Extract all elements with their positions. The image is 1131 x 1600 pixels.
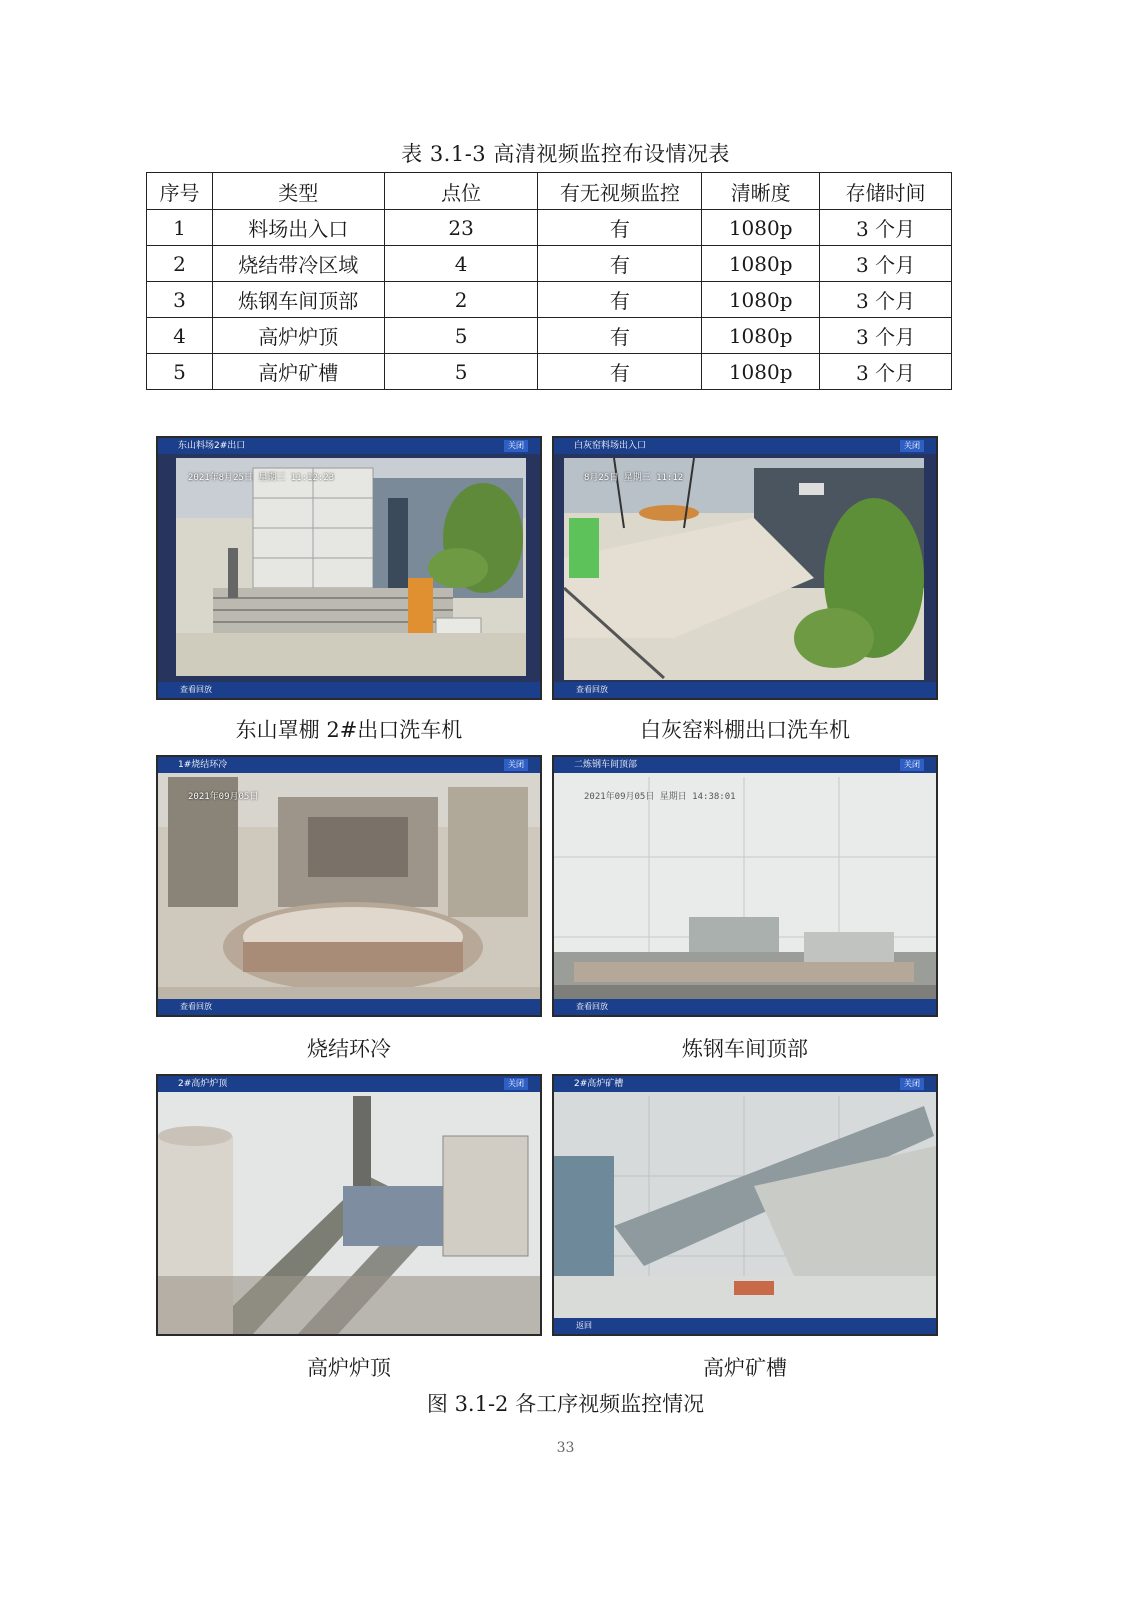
cell-has-monitoring: 有: [538, 246, 702, 282]
header-storage-time: 存储时间: [820, 173, 952, 210]
cell-storage-time: 3 个月: [820, 354, 952, 390]
cell-storage-time: 3 个月: [820, 246, 952, 282]
scene-blast-furnace-ore-bin: [554, 1076, 936, 1334]
camera-title-bar: 白灰窑料场出入口: [554, 438, 936, 454]
cell-storage-time: 3 个月: [820, 282, 952, 318]
surveillance-photo-blast-furnace-ore-bin: [552, 1074, 938, 1336]
header-type: 类型: [212, 173, 384, 210]
cell-type: 料场出入口: [212, 210, 384, 246]
camera-title-bar: 1#烧结环冷: [158, 757, 540, 773]
cell-index: 2: [147, 246, 213, 282]
playback-button[interactable]: 查看回放: [158, 682, 540, 698]
cell-type: 炼钢车间顶部: [212, 282, 384, 318]
cell-has-monitoring: 有: [538, 210, 702, 246]
cell-points: 4: [384, 246, 538, 282]
figure-title: 图 3.1-2 各工序视频监控情况: [426, 1392, 705, 1416]
camera-title-bar: 东山料场2#出口: [158, 438, 540, 454]
back-button[interactable]: 返回: [554, 1318, 936, 1334]
header-resolution: 清晰度: [702, 173, 820, 210]
table-title: 表 3.1-3 高清视频监控布设情况表: [401, 142, 730, 166]
page-number: 33: [556, 1440, 575, 1456]
cell-points: 2: [384, 282, 538, 318]
camera-title-bar: 2#高炉炉顶: [158, 1076, 540, 1092]
cell-type: 烧结带冷区域: [212, 246, 384, 282]
photo-caption: 炼钢车间顶部: [682, 1037, 808, 1061]
header-has-monitoring: 有无视频监控: [538, 173, 702, 210]
playback-button[interactable]: 查看回放: [554, 682, 936, 698]
cell-index: 3: [147, 282, 213, 318]
surveillance-photo-steelmaking-roof: [552, 755, 938, 1017]
timestamp-overlay: 2021年09月05日 星期日 14:38:01: [584, 792, 736, 802]
table-row: [147, 354, 952, 390]
photo-caption: 烧结环冷: [307, 1037, 391, 1061]
cell-resolution: 1080p: [702, 246, 820, 282]
close-button[interactable]: 关闭: [900, 440, 924, 452]
cell-points: 5: [384, 354, 538, 390]
monitoring-table: [146, 172, 952, 390]
close-button[interactable]: 关闭: [900, 1078, 924, 1090]
surveillance-photo-dongshan-washer: [156, 436, 542, 700]
cell-has-monitoring: 有: [538, 354, 702, 390]
table-row: [147, 282, 952, 318]
playback-button[interactable]: 查看回放: [554, 999, 936, 1015]
timestamp-overlay: 2021年09月05日: [188, 792, 259, 802]
timestamp-overlay: 8月25日 星期三 11:12: [584, 473, 684, 483]
close-button[interactable]: 关闭: [504, 440, 528, 452]
header-points: 点位: [384, 173, 538, 210]
cell-resolution: 1080p: [702, 318, 820, 354]
cell-resolution: 1080p: [702, 210, 820, 246]
camera-title-bar: 二炼钢车间顶部: [554, 757, 936, 773]
photo-caption: 高炉炉顶: [307, 1356, 391, 1380]
cell-type: 高炉炉顶: [212, 318, 384, 354]
photo-caption: 白灰窑料棚出口洗车机: [640, 718, 850, 742]
cell-index: 1: [147, 210, 213, 246]
surveillance-photo-lime-kiln-washer: [552, 436, 938, 700]
table-header-row: [147, 173, 952, 210]
table-row: [147, 318, 952, 354]
header-index: 序号: [147, 173, 213, 210]
surveillance-photo-blast-furnace-top: [156, 1074, 542, 1336]
table-row: [147, 210, 952, 246]
close-button[interactable]: 关闭: [504, 1078, 528, 1090]
scene-blast-furnace-top: [158, 1076, 540, 1334]
camera-title-bar: 2#高炉矿槽: [554, 1076, 936, 1092]
cell-points: 5: [384, 318, 538, 354]
playback-button[interactable]: 查看回放: [158, 999, 540, 1015]
photo-caption: 东山罩棚 2#出口洗车机: [235, 718, 463, 742]
cell-resolution: 1080p: [702, 282, 820, 318]
timestamp-overlay: 2021年8月25日 星期三 11:12:23: [188, 473, 335, 483]
cell-index: 4: [147, 318, 213, 354]
close-button[interactable]: 关闭: [900, 759, 924, 771]
cell-has-monitoring: 有: [538, 282, 702, 318]
cell-resolution: 1080p: [702, 354, 820, 390]
photo-caption: 高炉矿槽: [703, 1356, 787, 1380]
cell-storage-time: 3 个月: [820, 210, 952, 246]
cell-type: 高炉矿槽: [212, 354, 384, 390]
cell-points: 23: [384, 210, 538, 246]
cell-index: 5: [147, 354, 213, 390]
close-button[interactable]: 关闭: [504, 759, 528, 771]
surveillance-photo-sinter-ring-cooler: [156, 755, 542, 1017]
cell-has-monitoring: 有: [538, 318, 702, 354]
table-row: [147, 246, 952, 282]
cell-storage-time: 3 个月: [820, 318, 952, 354]
